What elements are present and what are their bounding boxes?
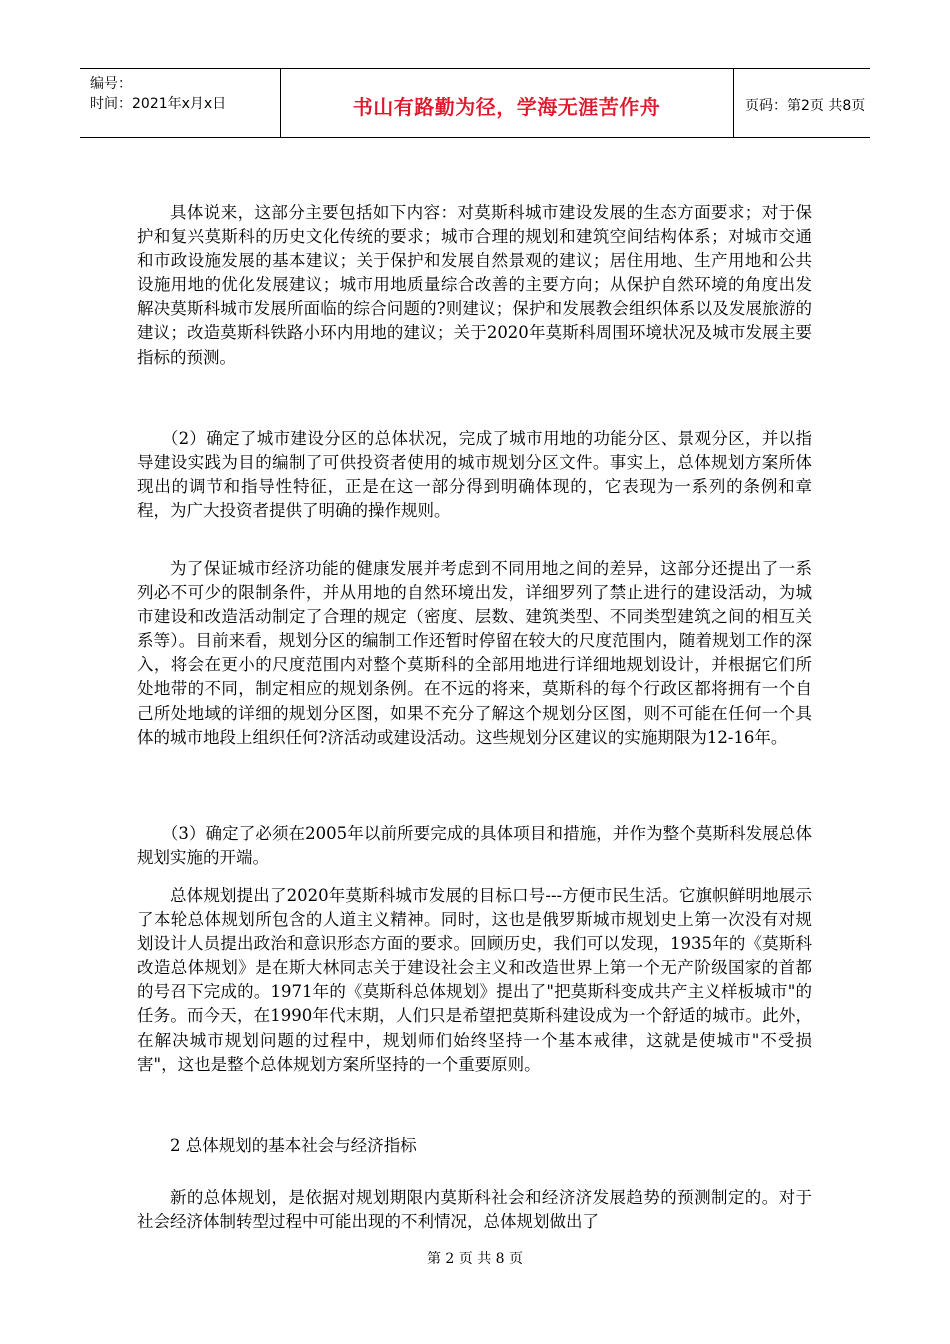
date-label: 时间：2021年x月x日 bbox=[90, 96, 227, 112]
serial-number-label: 编号： bbox=[90, 76, 132, 92]
paragraph-6: 新的总体规划，是依据对规划期限内莫斯科社会和经济济发展趋势的预测制定的。对于社会经济体制转型过程中可能出现的不利情况，总体规划做出了 bbox=[137, 1188, 812, 1232]
paragraph-4: （3）确定了必须在2005年以前所要完成的具体项目和措施，并作为整个莫斯科发展总体规划实施的开端。 bbox=[137, 824, 812, 868]
motto-text: 书山有路勤为径，学海无涯苦作舟 bbox=[352, 95, 661, 119]
page-header bbox=[80, 68, 870, 138]
section-heading: 2 总体规划的基本社会与经济指标 bbox=[170, 1136, 417, 1155]
header-page-cell bbox=[733, 69, 870, 137]
page-footer: 第 2 页 共 8 页 bbox=[426, 1251, 524, 1267]
header-meta-cell bbox=[80, 69, 281, 137]
paragraph-1: 具体说来，这部分主要包括如下内容：对莫斯科城市建设发展的生态方面要求；对于保护和复兴莫斯科的历史文化传统的要求；城市合理的规划和建筑空间结构体系；对城市交通和市政设施发展的基本建议；关于保护和发展自然景观的建议；居住用地、生产用地和公共设施用地的优化发展建议；城市用地质量综合改善的主要方向；从保护自然环境的角度出发解决莫斯科城市发展所面临的综合问题的?则建议；保护和发展教会组织体系以及发展旅游的建议；改造莫斯科铁路小环内用地的建议；关于2020年莫斯科周围环境状况及城市发展主要指标的预测。 bbox=[137, 203, 812, 367]
paragraph-2: （2）确定了城市建设分区的总体状况，完成了城市用地的功能分区、景观分区，并以指导建设实践为目的编制了可供投资者使用的城市规划分区文件。事实上，总体规划方案所体现出的调节和指导性特征，正是在这一部分得到明确体现的，它表现为一系列的条例和章程，为广大投资者提供了明确的操作规则。 bbox=[137, 429, 812, 521]
paragraph-5: 总体规划提出了2020年莫斯科城市发展的目标口号---方便市民生活。它旗帜鲜明地展示了本轮总体规划所包含的人道主义精神。同时，这也是俄罗斯城市规划史上第一次没有对规划设计人员提出政治和意识形态方面的要求。回顾历史，我们可以发现，1935年的《莫斯科改造总体规划》是在斯大林同志关于建设社会主义和改造世界上第一个无产阶级国家的首都的号召下完成的。1971年的《莫斯科总体规划》提出了"把莫斯科变成共产主义样板城市"的任务。而今天，在1990年代末期，人们只是希望把莫斯科建设成为一个舒适的城市。此外，在解决城市规划问题的过程中，规划师们始终坚持一个基本戒律，这就是使城市"不受损害"，这也是整个总体规划方案所坚持的一个重要原则。 bbox=[137, 886, 812, 1074]
page-count-label: 页码：第2页 共8页 bbox=[745, 98, 866, 114]
header-motto-cell bbox=[280, 69, 734, 137]
paragraph-3: 为了保证城市经济功能的健康发展并考虑到不同用地之间的差异，这部分还提出了一系列必不可少的限制条件，并从用地的自然环境出发，详细罗列了禁止进行的建设活动，为城市建设和改造活动制定了合理的规定（密度、层数、建筑类型、不同类型建筑之间的相互关系等）。目前来看，规划分区的编制工作还暂时停留在较大的尺度范围内，随着规划工作的深入，将会在更小的尺度范围内对整个莫斯科的全部用地进行详细地规划设计，并根据它们所处地带的不同，制定相应的规划条例。在不远的将来，莫斯科的每个行政区都将拥有一个自己所处地域的详细的规划分区图，如果不充分了解这个规划分区图，则不可能在任何一个具体的城市地段上组织任何?济活动或建设活动。这些规划分区建议的实施期限为12-16年。 bbox=[137, 559, 812, 747]
